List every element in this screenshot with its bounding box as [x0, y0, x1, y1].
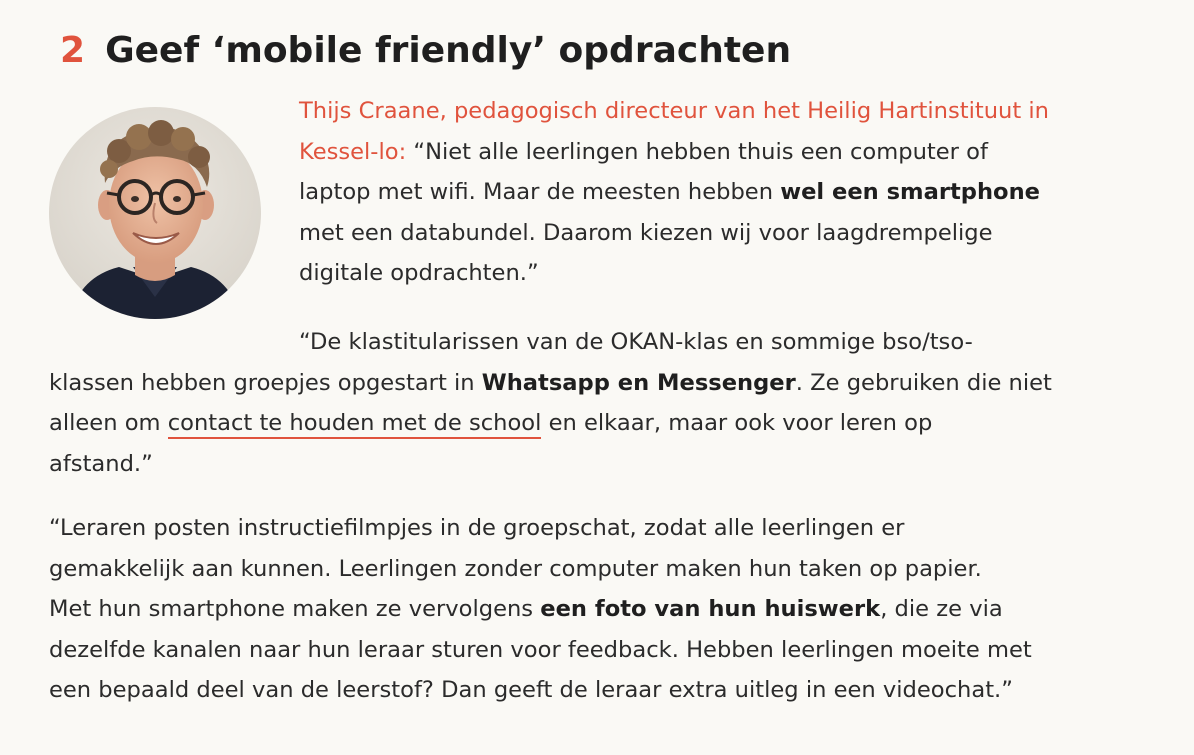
- emphasis-text: wel een smartphone: [780, 179, 1040, 205]
- quote-text: laptop met wifi. Maar de meesten hebben: [299, 179, 781, 205]
- quote-text: dezelfde kanalen naar hun leraar sturen voor feedback. Hebben leerlingen moeite met: [49, 636, 1032, 663]
- quote-paragraph-2: [49, 322, 1052, 484]
- section-number: 2: [60, 30, 86, 71]
- portrait-photo: [49, 107, 261, 319]
- quote-paragraph-3: [49, 508, 1032, 711]
- section-heading: [60, 26, 791, 76]
- quote-text: alleen om: [49, 410, 168, 436]
- quote-text: met een databundel. Daarom kiezen wij voor laagdrempelige: [299, 219, 993, 246]
- portrait-illustration: [49, 107, 261, 319]
- quote-text: “Leraren posten instructiefilmpjes in de groepschat, zodat alle leerlingen er: [49, 515, 905, 541]
- quote-text: , die ze via: [880, 596, 1003, 622]
- quote-text: “Niet alle leerlingen hebben thuis een computer of: [406, 138, 988, 165]
- quote-text: klassen hebben groepjes opgestart in: [49, 369, 482, 396]
- quote-paragraph-1: [299, 91, 1049, 294]
- contact-school-link[interactable]: contact te houden met de school: [168, 410, 542, 439]
- quote-text: Met hun smartphone maken ze vervolgens: [49, 596, 541, 622]
- emphasis-text: een foto van hun huiswerk: [540, 596, 881, 622]
- quote-text: een bepaald deel van de leerstof? Dan geeft de leraar extra uitleg in een videochat.”: [49, 677, 1013, 703]
- quote-text: afstand.”: [49, 450, 153, 477]
- quote-text: . Ze gebruiken die niet: [795, 369, 1052, 396]
- quote-text: “De klastitularissen van de OKAN-klas en sommige bso/tso-: [299, 329, 973, 355]
- emphasis-text: Whatsapp en Messenger: [481, 369, 796, 396]
- section-title: Geef ‘mobile friendly’ opdrachten: [105, 30, 792, 71]
- speaker-attribution-line-2: Kessel-lo:: [299, 138, 407, 165]
- quote-text: digitale opdrachten.”: [299, 260, 539, 286]
- quote-text: en elkaar, maar ook voor leren op: [541, 410, 933, 436]
- quote-text: gemakkelijk aan kunnen. Leerlingen zonder computer maken hun taken op papier.: [49, 555, 982, 582]
- speaker-attribution-line-1: Thijs Craane, pedagogisch directeur van het Heilig Hartinstituut in: [299, 98, 1050, 124]
